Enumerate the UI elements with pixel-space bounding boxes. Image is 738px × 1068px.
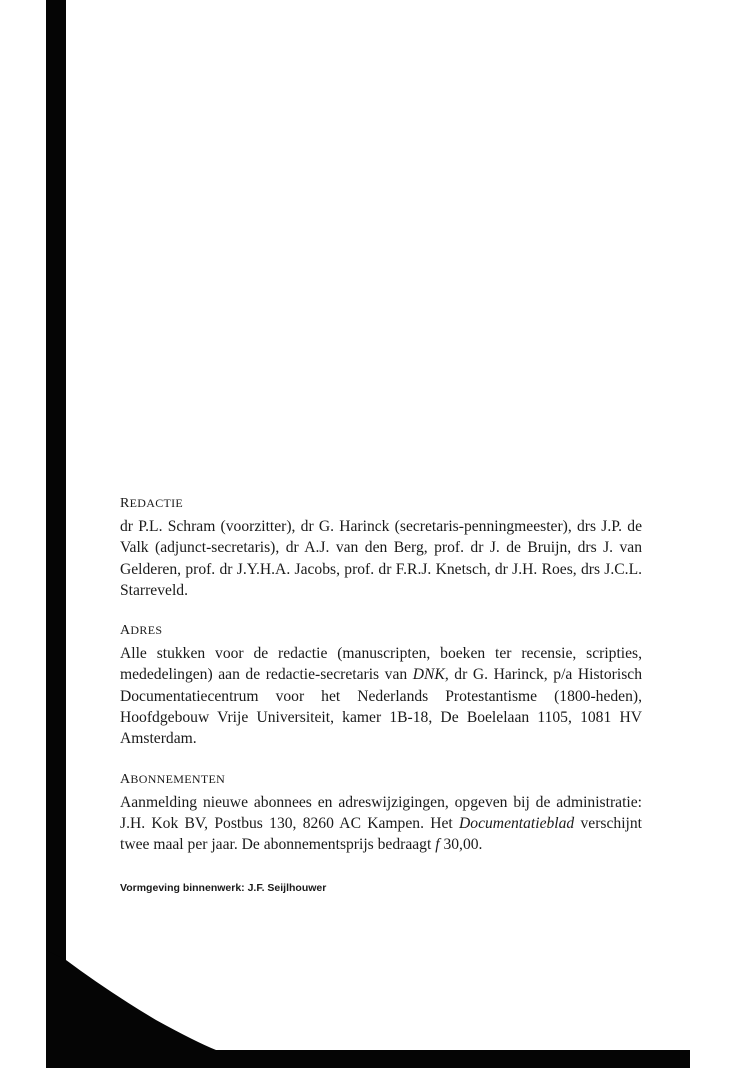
currency-symbol: f xyxy=(435,836,440,854)
adres-text-part1: Alle stukken voor de redactie (manuscripten, boeken ter recensie, scripties, mededelingen) aan de redactie-secretaris van xyxy=(120,645,642,684)
page-curl-shadow xyxy=(46,950,246,1060)
text-redactie: dr P.L. Schram (voorzitter), dr G. Harinck (secretaris-penningmeester), drs J.P. de Valk (adjunct-secretaris), dr A.J. van den Berg, prof. dr J. de Bruijn, drs J. van Gelderen, prof. dr J.Y.H.A. Jacobs, prof. dr F.R.J. Knetsch, dr J.H. Roes, drs J.C.L. Starreveld. xyxy=(120,518,642,599)
adres-journal-name: DNK xyxy=(412,666,445,684)
heading-redactie: REDACTIE xyxy=(120,496,184,511)
text-abonnementen xyxy=(120,792,642,856)
heading-abonnementen: ABONNEMENTEN xyxy=(120,771,226,787)
section-abonnementen xyxy=(120,772,642,856)
colophon xyxy=(120,496,642,894)
design-credit: Vormgeving binnenwerk: J.F. Seijlhouwer xyxy=(120,881,327,894)
text-adres xyxy=(120,643,642,749)
heading-adres: ADRES xyxy=(120,623,163,639)
abonnementen-text-part1: Aanmelding nieuwe abonnees en adreswijzigingen, opgeven bij de administratie: J.H. Kok BV, Postbus 130, 8260 AC Kampen. Het xyxy=(120,793,642,832)
section-redactie xyxy=(120,496,642,601)
abonnementen-text-part3: 30,00. xyxy=(439,836,483,854)
adres-text-part2: , dr G. Harinck, p/a Historisch Documentatiecentrum voor het Nederlands Protestantisme (1800-heden), Hoofdgebouw Vrije Universiteit, kamer 1B-18, De Boelelaan 1105, 1081 HV Amsterdam. xyxy=(120,666,642,748)
abonnementen-journal-name: Documentatieblad xyxy=(459,814,575,832)
abonnementen-text-part2: verschijnt twee maal per jaar. De abonnementsprijs bedraagt xyxy=(120,814,642,854)
section-adres xyxy=(120,623,642,749)
scan-shadow-left xyxy=(46,0,66,1068)
